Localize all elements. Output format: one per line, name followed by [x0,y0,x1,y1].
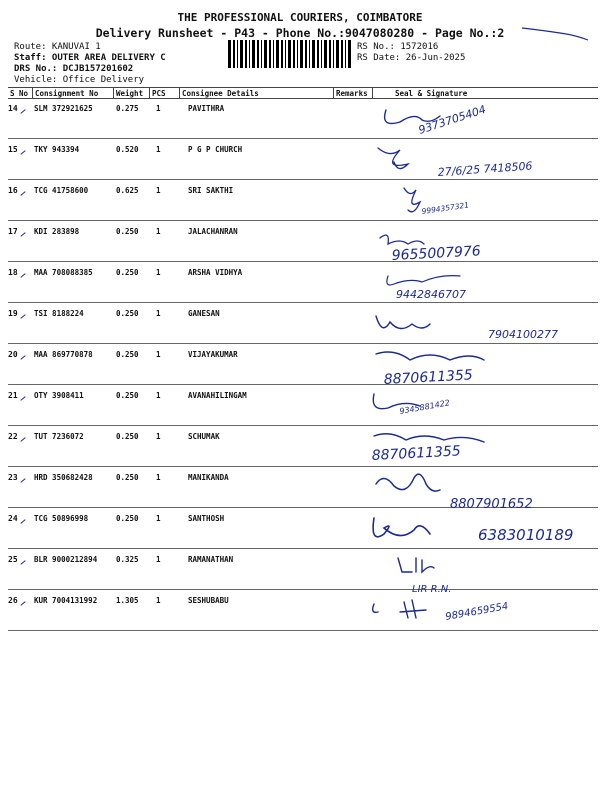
row-weight: 1.305 [116,596,139,605]
row-sno: 20 [8,350,18,359]
row-consignment-no: KUR 7004131992 [34,596,98,605]
row-weight: 0.250 [116,432,139,441]
col-remarks-header: Remarks [336,89,368,98]
row-consignment-no: TUT 7236072 [34,432,84,441]
row-sno: 19 [8,309,18,318]
signature-scribble [378,148,408,169]
row-sno: 15 [8,145,18,154]
row-consignment-no: MAA 869770878 [34,350,93,359]
barcode-image [228,40,352,68]
signature-scribble [376,316,430,329]
row-sno: 25 [8,555,18,564]
row-pcs: 1 [156,186,161,195]
rs-number: RS No.: 1572016 [357,42,439,52]
signature-area [360,98,600,638]
row-pcs: 1 [156,473,161,482]
handwritten-number: 9373705404 [416,102,488,137]
signature-scribble [404,188,420,212]
row-pcs: 1 [156,104,161,113]
row-weight: 0.250 [116,309,139,318]
drs-number: DRS No.: DCJB157201602 [14,64,134,74]
col-pcs-header: PCS [152,89,166,98]
row-pcs: 1 [156,268,161,277]
row-consignee: VIJAYAKUMAR [188,350,238,359]
tick-mark-icon [20,191,25,196]
row-sno: 22 [8,432,18,441]
handwritten-number: 8870611355 [371,443,462,464]
row-consignment-no: TKY 943394 [34,145,80,154]
row-consignee: JALACHANRAN [188,227,238,236]
tick-mark-icon [20,601,25,606]
row-weight: 0.250 [116,473,139,482]
tick-mark-icon [20,437,25,442]
row-pcs: 1 [156,514,161,523]
row-consignment-no: TCG 50896998 [34,514,89,523]
row-sno: 24 [8,514,18,523]
handwritten-number: 9655007976 [391,243,482,264]
col-weight-header: Weight [116,89,144,98]
signature-scribble [373,600,426,618]
col-consignee-header: Consignee Details [182,89,259,98]
row-consignment-no: MAA 708088385 [34,268,93,277]
row-weight: 0.250 [116,350,139,359]
row-sno: 14 [8,104,18,113]
signature-scribble [380,235,424,244]
table-top-rule [8,87,598,88]
col-divider [333,87,334,98]
row-consignee: ARSHA VIDHYA [188,268,243,277]
signature-scribble [387,276,460,285]
row-consignee: SANTHOSH [188,514,225,523]
row-pcs: 1 [156,145,161,154]
handwritten-number: 9994357321 [421,200,470,216]
tick-mark-icon [20,314,25,319]
row-consignment-no: HRD 350682428 [34,473,93,482]
row-weight: 0.325 [116,555,139,564]
tick-mark-icon [20,109,25,114]
col-seal-header: Seal & Signature [395,89,468,98]
handwritten-number: 8807901652 [450,497,533,512]
col-divider [113,87,114,98]
row-pcs: 1 [156,391,161,400]
col-divider [149,87,150,98]
col-divider [179,87,180,98]
row-sno: 18 [8,268,18,277]
tick-mark-icon [20,273,25,278]
rs-date: RS Date: 26-Jun-2025 [357,53,466,63]
row-weight: 0.625 [116,186,139,195]
col-divider [32,87,33,98]
row-weight: 0.520 [116,145,139,154]
row-consignee: RAMANATHAN [188,555,234,564]
row-consignee: P G P CHURCH [188,145,243,154]
tick-mark-icon [20,560,25,565]
handwritten-number: 8870611355 [383,367,474,388]
company-title: THE PROFESSIONAL COURIERS, COIMBATORE [177,11,423,24]
staff-label: Staff: OUTER AREA DELIVERY C [14,53,166,63]
handwritten-number: 9442846707 [396,288,466,301]
row-consignment-no: KDI 283898 [34,227,80,236]
row-sno: 16 [8,186,18,195]
row-sno: 21 [8,391,18,400]
tick-mark-icon [20,396,25,401]
runsheet-subtitle: Delivery Runsheet - P43 - Phone No.:9047080280 - Page No.:2 [95,26,505,40]
row-weight: 0.250 [116,391,139,400]
row-sno: 26 [8,596,18,605]
row-consignment-no: BLR 9000212894 [34,555,98,564]
row-pcs: 1 [156,350,161,359]
vehicle-label: Vehicle: Office Delivery [14,75,145,85]
signature-scribble [376,474,440,491]
row-consignment-no: OTY 3908411 [34,391,84,400]
row-consignee: SCHUMAK [188,432,220,441]
signature-scribble [398,558,434,572]
row-sno: 17 [8,227,18,236]
handwritten-number: 9894659554 [444,601,510,623]
row-consignment-no: TCG 41758600 [34,186,89,195]
tick-mark-icon [20,355,25,360]
handwritten-number: LIR R.N. [412,584,452,595]
col-consignment-header: Consignment No [35,89,99,98]
row-consignee: SESHUBABU [188,596,229,605]
row-weight: 0.250 [116,514,139,523]
row-weight: 0.250 [116,227,139,236]
row-weight: 0.275 [116,104,139,113]
row-pcs: 1 [156,555,161,564]
handwritten-number: 27/6/25 7418506 [437,159,533,179]
signature-scribble [376,352,484,360]
row-consignment-no: TSI 8188224 [34,309,84,318]
tick-mark-icon [20,232,25,237]
tick-mark-icon [20,150,25,155]
row-consignee: MANIKANDA [188,473,229,482]
tick-mark-icon [20,478,25,483]
tick-mark-icon [20,519,25,524]
handwritten-number: 7904100277 [488,328,558,341]
row-pcs: 1 [156,432,161,441]
row-pcs: 1 [156,596,161,605]
row-pcs: 1 [156,227,161,236]
row-consignee: GANESAN [188,309,220,318]
row-consignee: SRI SAKTHI [188,186,234,195]
col-sno-header: S No [10,89,29,98]
signature-scribble [373,518,430,537]
row-consignee: AVANAHILINGAM [188,391,247,400]
row-sno: 23 [8,473,18,482]
row-consignment-no: SLM 372921625 [34,104,93,113]
col-divider [372,87,373,98]
pen-mark-icon [520,18,590,43]
row-pcs: 1 [156,309,161,318]
row-weight: 0.250 [116,268,139,277]
row-consignee: PAVITHRA [188,104,225,113]
route-label: Route: KANUVAI 1 [14,42,101,52]
handwritten-number: 6383010189 [478,526,574,544]
signature-scribble [374,434,484,442]
handwritten-number: 9345881422 [398,398,451,416]
